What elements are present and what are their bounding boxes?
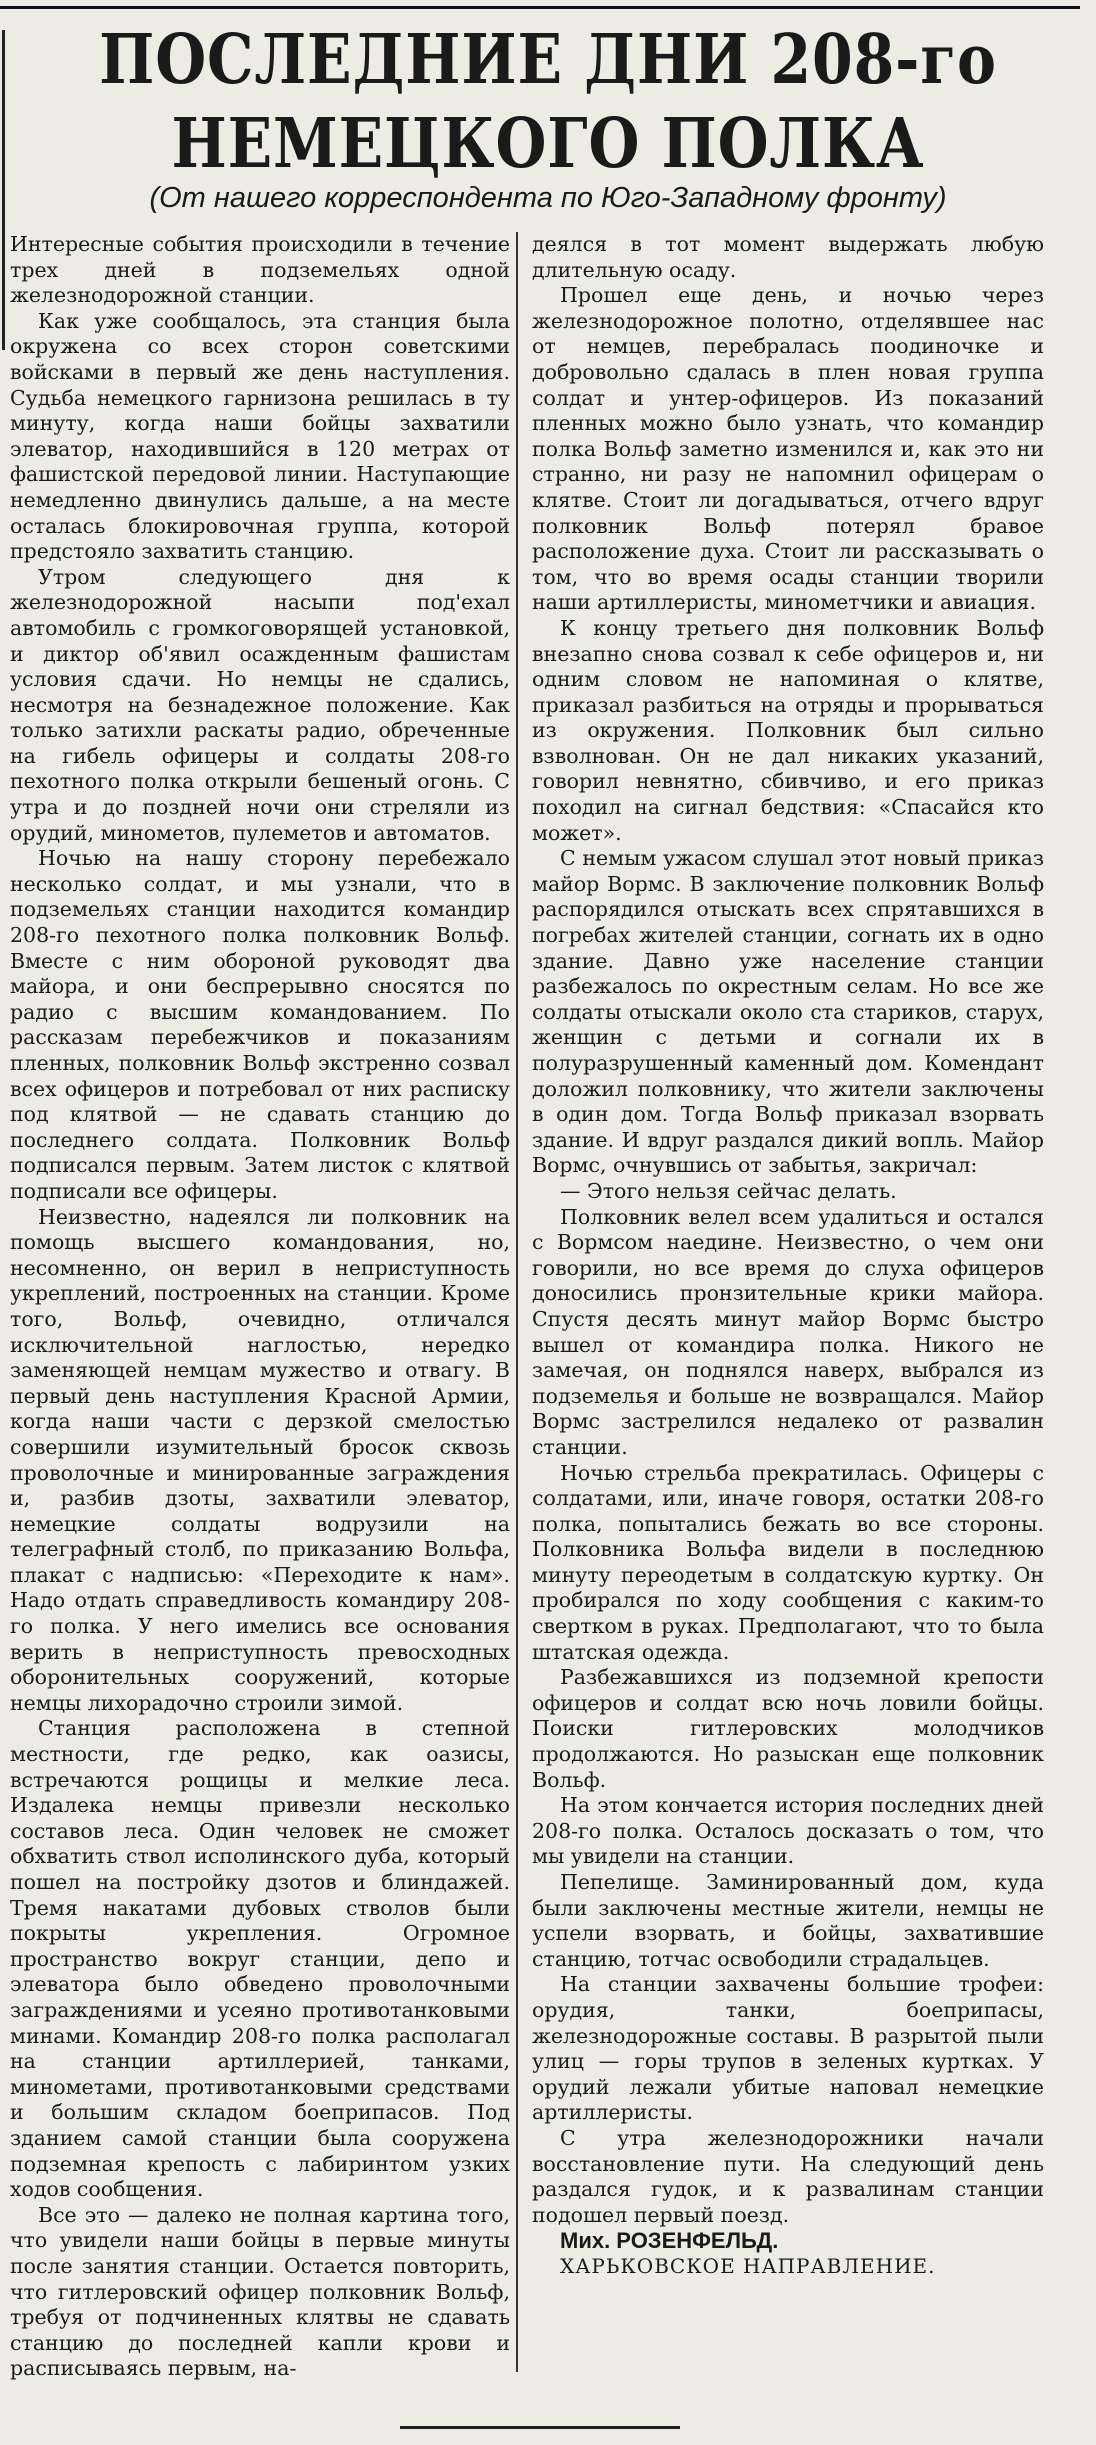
paragraph: Полковник велел всем удалиться и остался с Вормсом наедине. Неизвестно, о чем они говорили, но все время до слуха офицеров доносились пронзительные крики майора. Спустя десять минут майор Вормс быстро вышел от командира полка. Никого не замечая, он поднялся наверх, выбрался из подземелья и больше не возвращался. Майор Вормс застрелился недалеко от развалин станции. (532, 1204, 1044, 1459)
column-divider (516, 232, 518, 2372)
headline (77, 18, 1020, 186)
paragraph: К концу третьего дня полковник Вольф внезапно снова созвал к себе офицеров и, ни одним словом не напоминая о клятве, приказал разбиться на отряды и прорываться из окружения. Полковник был сильно взволнован. Он не дал никаких указаний, говорил невнятно, сбивчиво, и его приказ походил на сигнал бедствия: «Спасайся кто может». (532, 615, 1044, 845)
author-signature: Мих. РОЗЕНФЕЛЬД. (560, 2228, 779, 2254)
paragraph: Интересные события происходили в течение трех дней в подземельях одной железнодорожной станции. (10, 232, 510, 308)
paragraph: Утром следующего дня к железнодорожной насыпи под'ехал автомобиль с громкоговорящей установкой, и диктор об'явил осажденным фашистам условия сдачи. Но немцы не сдались, несмотря на безнадежное положение. Как только затихли раскаты радио, обреченные на гибель офицеры и солдаты 208-го пехотного полка открыли бешеный огонь. С утра и до поздней ночи они стреляли из орудий, минометов, пулеметов и автоматов. (10, 564, 510, 845)
right-column (532, 232, 1044, 2280)
paragraph: С утра железнодорожники начали восстановление пути. На следующий день раздался гудок, и к развалинам станции подошел первый поезд. (532, 2125, 1044, 2227)
paragraph: Разбежавшихся из подземной крепости офицеров и солдат всю ночь ловили бойцы. Поиски гитлеровских молодчиков продолжаются. Но разыскан еще полковник Вольф. (532, 1665, 1044, 1792)
paragraph: С немым ужасом слушал этот новый приказ майор Вормс. В заключение полковник Вольф распорядился отыскать всех спрятавшихся в погребах жителей станции, согнать их в одно здание. Давно уже население станции разбежалось по окрестным селам. Но все же солдаты отыскали около ста стариков, старух, женщин с детьми и согнали их в полуразрушенный каменный дом. Комендант доложил полковнику, что жители заключены в один дом. Тогда Вольф приказал взорвать здание. И вдруг раздался дикий вопль. Майор Вормс, очнувшись от забытья, закричал: (532, 846, 1044, 1178)
paragraph: Пепелище. Заминированный дом, куда были заключены местные жители, немцы не успели взорвать, и бойцы, захватившие станцию, тотчас освободили страдальцев. (532, 1870, 1044, 1971)
paragraph: На станции захвачены большие трофеи: орудия, танки, боеприпасы, железнодорожные составы. В разрытой пыли улиц — горы трупов в зеленых куртках. У орудий лежали убитые наповал немецкие артиллеристы. (532, 1972, 1044, 2125)
paragraph: Прошел еще день, и ночью через железнодорожное полотно, отделявшее нас от немцев, перебралась поодиночке и добровольно сдалась в плен новая группа солдат и унтер-офицеров. Из показаний пленных можно было узнать, что командир полка Вольф заметно изменился и, как это ни странно, ни разу не напомнил офицерам о клятве. Стоит ли догадываться, отчего вдруг полковник Вольф потерял бравое расположение духа. Стоит ли рассказывать о том, что во время осады станции творили наши артиллеристы, минометчики и авиация. (532, 283, 1044, 615)
paragraph: деялся в тот момент выдержать любую длительную осаду. (532, 232, 1044, 282)
subtitle: (От нашего корреспондента по Юго-Западному фронту) (149, 182, 947, 214)
paragraph: На этом кончается история последних дней 208-го полка. Осталось досказать о том, что мы увидели на станции. (532, 1793, 1044, 1869)
headline-line-2: НЕМЕЦКОГО ПОЛКА (171, 104, 925, 184)
paragraph: Неизвестно, надеялся ли полковник на помощь высшего командования, но, несомненно, он верил в неприступность укреплений, построенных на станции. Кроме того, Вольф, очевидно, отличался исключительной наглостью, нередко заменяющей немцам мужество и отвагу. В первый день наступления Красной Армии, когда наши части с дерзкой смелостью совершили изумительный бросок сквозь проволочные и минированные заграждения и, разбив дзоты, захватили элеватор, немецкие солдаты водрузили на телеграфный столб, по приказанию Вольфа, плакат с надписью: «Переходите к нам». Надо отдать справедливость командиру 208-го полка. У него имелись все основания верить в неприступность превосходных оборонительных сооружений, которые немцы лихорадочно строили зимой. (10, 1204, 510, 1715)
paragraph: Ночью на нашу сторону перебежало несколько солдат, и мы узнали, что в подземельях станции находится командир 208-го пехотного полка полковник Вольф. Вместе с ним обороной руководят два майора, и они беспрерывно сносятся по радио с высшим командованием. По рассказам перебежчиков и показаниям пленных, полковник Вольф экстренно созвал всех офицеров и потребовал от них расписку под клятвой — не сдавать станцию до последнего солдата. Полковник Вольф подписался первым. Затем листок с клятвой подписали все офицеры. (10, 846, 510, 1203)
paragraph: — Этого нельзя сейчас делать. (560, 1178, 897, 1203)
paragraph: Ночью стрельба прекратилась. Офицеры с солдатами, или, иначе говоря, остатки 208-го полка, попытались бежать во все стороны. Полковника Вольфа видели в последнюю минуту переодетым в солдатскую куртку. Он пробирался по ходу сообщения с каким-то свертком в руках. Предполагают, что то была штатская одежда. (532, 1460, 1044, 1664)
bottom-rule (400, 2426, 680, 2429)
paragraph: Все это — далеко не полная картина того, что увидели наши бойцы в первые минуты после занятия станции. Остается повторить, что гитлеровский офицер полковник Вольф, требуя от подчиненных клятвы не сдавать станцию до последней капли крови и расписываясь первым, на- (10, 2202, 510, 2381)
dateline: ХАРЬКОВСКОЕ НАПРАВЛЕНИЕ. (560, 2253, 936, 2278)
headline-line-1: ПОСЛЕДНИЕ ДНИ 208-го (99, 20, 997, 100)
left-column (10, 232, 510, 2382)
paragraph: Как уже сообщалось, эта станция была окружена со всех сторон советскими войсками в первый же день наступления. Судьба немецкого гарнизона решилась в ту минуту, когда наши бойцы захватили элеватор, находившийся в 120 метрах от фашистской передовой линии. Наступающие немедленно двинулись дальше, а на месте осталась блокировочная группа, которой предстояло захватить станцию. (10, 308, 510, 564)
paragraph: Станция расположена в степной местности, где редко, как оазисы, встречаются рощицы и мелкие леса. Издалека немцы привезли несколько составов леса. Один человек не сможет обхватить ствол исполинского дуба, который пошел на постройку дзотов и блиндажей. Тремя накатами дубовых стволов были покрыты укрепления. Огромное пространство вокруг станции, депо и элеватора было обведено проволочными заграждениями и усеяно противотанковыми минами. Командир 208-го полка располагал на станции артиллерией, танками, минометами, противотанковыми средствами и большим складом боеприпасов. Под зданием самой станции была сооружена подземная крепость с лабиринтом узких ходов сообщения. (10, 1716, 510, 2202)
top-rule (0, 6, 1080, 9)
